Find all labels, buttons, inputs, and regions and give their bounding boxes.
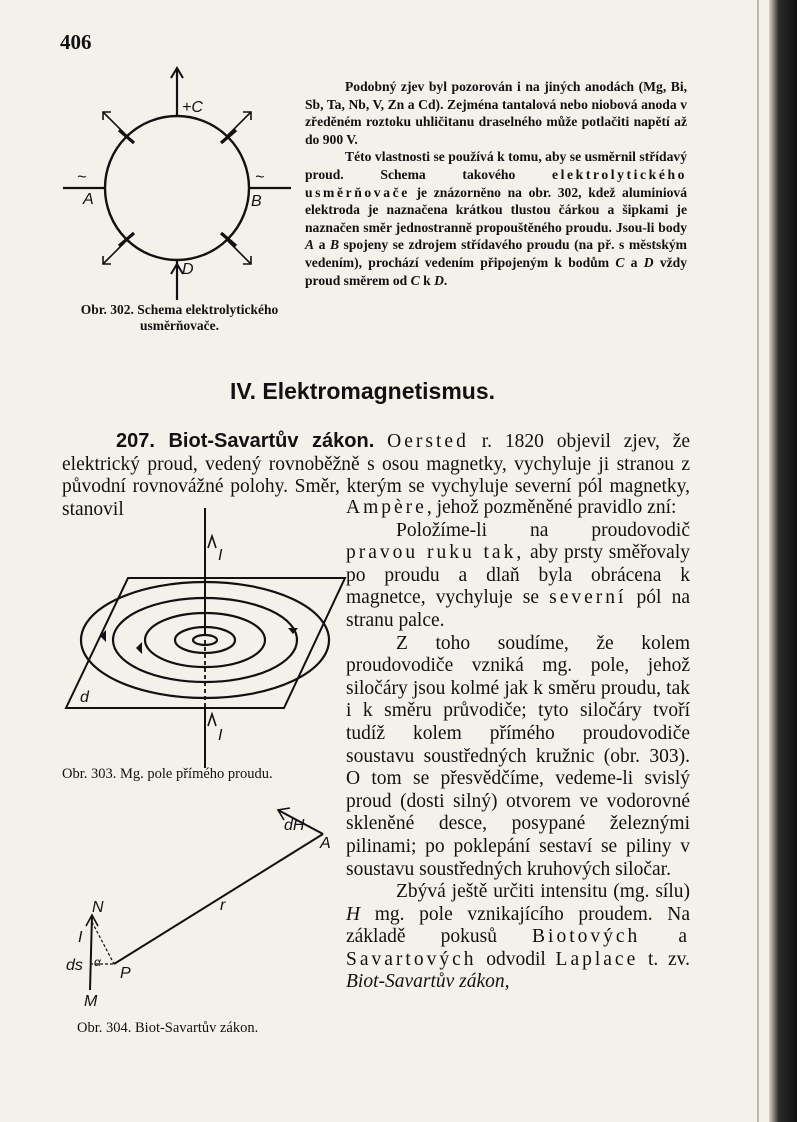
emphasis-north: severní: [549, 587, 627, 609]
page-number: 406: [60, 30, 92, 54]
label-a: A: [83, 191, 94, 208]
rule-paragraph: Položíme-li na proudovodič pravou ruku tak, aby prsty směřovaly po proudu a dlaň byla obrácena k magnetce, vychyluje se severní pól na stranu palce.: [346, 519, 691, 631]
figure-304-caption: Obr. 304. Biot-Savartův zákon.: [77, 1020, 259, 1036]
current-label-bottom: I: [218, 727, 223, 744]
emphasis-rectifier: elektrolytického usměrňovače: [305, 166, 688, 200]
figure-303: [60, 508, 345, 768]
vector-r: [114, 834, 323, 964]
label-P: P: [120, 965, 131, 982]
law-name: Biot-Savartův zákon,: [346, 971, 510, 993]
figure-304: [66, 800, 338, 1010]
plate-label-d: d: [80, 689, 89, 706]
small-print-block: [305, 78, 687, 289]
figure-302: [55, 60, 300, 305]
emphasis-right-hand: pravou ruku tak,: [346, 542, 525, 564]
label-b: B: [251, 193, 262, 210]
ac-symbol-b: ~: [255, 169, 265, 186]
direction-arrows: [103, 112, 251, 264]
figure-302-caption: Obr. 302. Schema elektrolytického usměrňovače.: [80, 302, 279, 333]
authors-biot-savart: Biotových a Savartových: [346, 926, 691, 970]
magnetic-field-plate: [60, 508, 345, 768]
ampere-sentence: Ampère, jehož pozměněné pravidlo zní:: [346, 497, 677, 518]
label-d: D: [182, 261, 194, 278]
author-laplace: Laplace: [555, 948, 639, 970]
ac-symbol-a: ~: [77, 169, 87, 186]
label-N: N: [92, 899, 104, 916]
label-c: +C: [182, 99, 203, 116]
rectifier-schema: [55, 60, 300, 305]
small-paragraph-2: Této vlastnosti se používá k tomu, aby se usměrnil střídavý proud. Schema takového elektrolytického usměrňovače je znázorněno na obr. 302, kdež aluminiová elektroda je naznačena krátkou tlustou čárkou a šipkami je naznačen směr jednostranně propouštěného proudu. Jsou-li body A a B spojeny se zdrojem střídavého proudu (na př. s městským vedením), prochází vedením připojeným k bodům C a D vždy proud směrem od C k D.: [305, 149, 688, 288]
conductor-segment: [90, 915, 92, 990]
electrode-marks: [119, 130, 236, 246]
small-paragraph-1: Podobný zjev byl pozorován i na jiných anodách (Mg, Bi, Sb, Ta, Nb, V, Zn a Cd). Zejména tantalová nebo niobová anoda v zředěném roztoku uhličitanu draselného může potlačiti napětí až do 900 V.: [305, 79, 687, 147]
field-arrows: [100, 628, 298, 654]
section-title: IV. Elektromagnetismus.: [230, 378, 496, 404]
label-ds: ds: [66, 957, 83, 974]
label-M: M: [84, 993, 98, 1010]
label-I: I: [78, 929, 83, 946]
current-label-top: I: [218, 547, 223, 564]
field-lines-paragraph: Z toho soudíme, že kolem proudovodiče vzniká mg. pole, jehož siločáry jsou kolmé jak k směru proudu, tak i k směru průvodiče; tyto siločáry tvoří tudíž kolem přímého proudovodiče soustavu soustředných kružnic (obr. 303). O tom se přesvědčíme, vedeme-li svislý proud (dosti silný) otvorem ve vodorovné skleněné desce, posypané železnými pilinami; po poklepání sestaví se piliny v soustavu soustředných kruhových siločar.: [346, 632, 690, 880]
figure-303-caption: Obr. 303. Mg. pole přímého proudu.: [62, 766, 273, 782]
label-r: r: [220, 897, 226, 914]
biot-savart-diagram: [66, 800, 338, 1010]
label-dH: dH: [284, 817, 305, 834]
section-207-column: [346, 497, 690, 994]
author-oersted: Oersted: [387, 431, 469, 452]
intensity-paragraph: Zbývá ještě určiti intensitu (mg. sílu) H mg. pole vznikajícího proudem. Na základě pokusů Biotových a Savartových odvodil Laplace t. zv. Biot-Savartův zákon,: [346, 881, 691, 993]
section-207-intro: 207. Biot-Savartův zákon. Oersted r. 1820 objevil zjev, že elektrický proud, vedený rovnoběžně s osou magnetky, vychyluje ji stranou z původní rovnovážné polohy. Směr, kterým se vychyluje severní pól magnetky, stanovil: [62, 430, 691, 520]
label-A: A: [320, 835, 331, 852]
section-207-heading: 207. Biot-Savartův zákon.: [116, 430, 375, 452]
page-spine-shadow: [757, 0, 759, 1122]
label-alpha: α: [94, 955, 101, 969]
book-edge: [769, 0, 797, 1122]
author-ampere: Ampère: [346, 497, 427, 518]
